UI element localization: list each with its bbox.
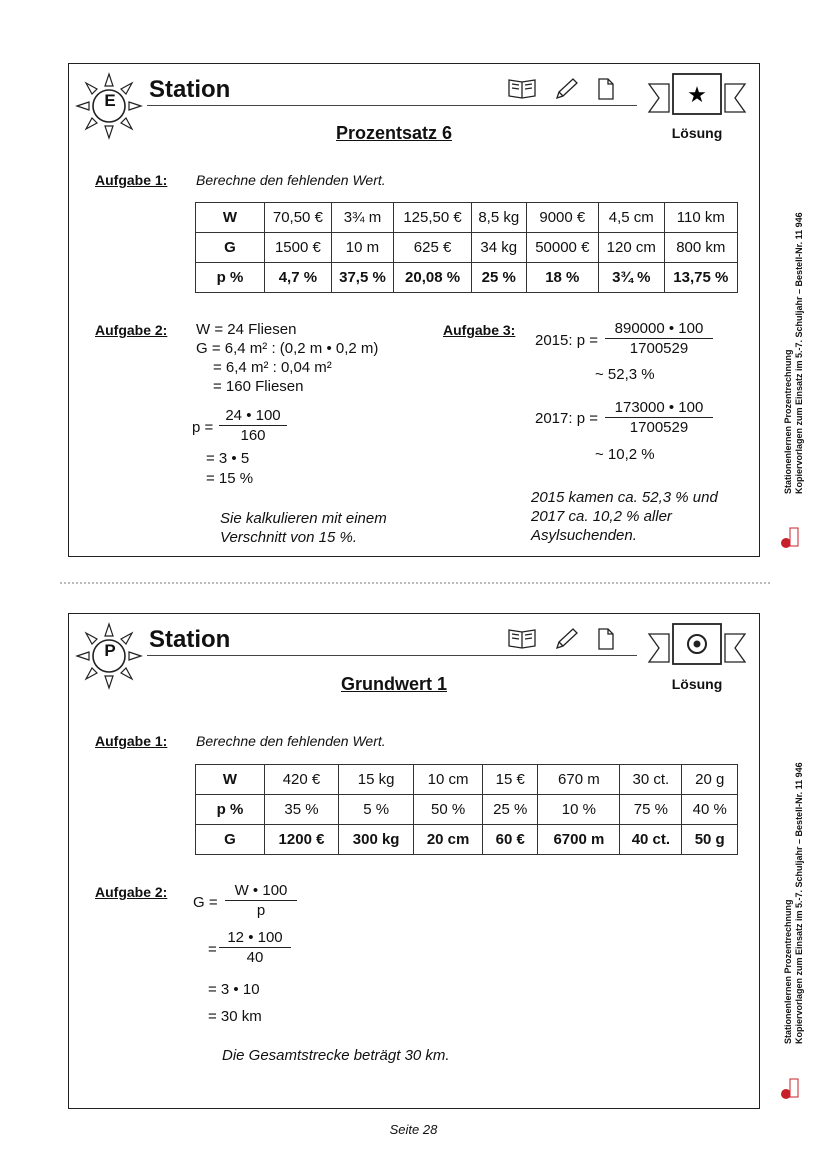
toolbar-icons [507, 626, 627, 652]
aufgabe1-table [195, 764, 738, 855]
a3-2017-fraction: $\frac{173000 • 100}{1700529}$ [605, 399, 713, 436]
ribbon-banner [647, 620, 747, 670]
a2-line: G = 6,4 m² : (0,2 m • 0,2 m) [196, 340, 379, 357]
ribbon-banner [647, 70, 747, 120]
book-icon [509, 630, 535, 648]
a2-result: = 3 • 10 [208, 981, 260, 998]
loesung-label: Lösung [671, 676, 723, 692]
table-row: W 420 € 15 kg 10 cm 15 € 670 m 30 ct. 20 g [196, 765, 738, 795]
card-title: Grundwert 1 [340, 674, 447, 694]
a2-fraction: $\frac{24 • 100}{160}$ [219, 407, 287, 444]
table-row: p % 35 % 5 % 50 % 25 % 10 % 75 % 40 % [196, 795, 738, 825]
a3-2017-label: 2017: p = [535, 410, 598, 427]
a3-answer: 2015 kamen ca. 52,3 % und 2017 ca. 10,2 % aller Asylsuchenden. [531, 489, 718, 544]
aufgabe1-label: Aufgabe 1: [95, 733, 168, 749]
a2-answer: Sie kalkulieren mit einem Verschnitt von 15 %. [220, 510, 387, 546]
sidebar-text-top: Stationenlernen Prozentrechnung Kopiervorlagen zum Einsatz im 5.-7. Schuljahr – Bestell-Nr. 11 946 [783, 212, 804, 494]
station-card-prozentsatz [68, 63, 760, 557]
page-number: Seite 28 [389, 1122, 438, 1137]
a2-line: = 160 Fliesen [213, 378, 304, 395]
table-row: G 1200 € 300 kg 20 cm 60 € 6700 m 40 ct. 50 g [196, 825, 738, 855]
table-row: W 70,50 € 3¾ m 125,50 € 8,5 kg 9000 € 4,5 cm 110 km [196, 203, 738, 233]
a2-line: W = 24 Fliesen [196, 321, 297, 338]
aufgabe1-instruction: Berechne den fehlenden Wert. [196, 733, 386, 749]
publisher-logo-icon [780, 526, 800, 550]
aufgabe1-table [195, 202, 738, 293]
a2-p-label: p = [192, 419, 214, 436]
aufgabe1-instruction: Berechne den fehlenden Wert. [196, 172, 386, 188]
a2-g-label: G = [193, 894, 218, 911]
aufgabe2-label: Aufgabe 2: [95, 322, 168, 338]
star-icon: ★ [687, 83, 707, 108]
a3-2015-fraction: $\frac{890000 • 100}{1700529}$ [605, 320, 713, 357]
aufgabe2-label: Aufgabe 2: [95, 884, 168, 900]
toolbar-icons [507, 76, 627, 102]
a2-result: = 3 • 5 [206, 450, 250, 467]
a2-result: = 30 km [208, 1008, 262, 1025]
station-card-grundwert [68, 613, 760, 1109]
a2-fraction-values: $\frac{12 • 100}{40}$ [219, 929, 291, 966]
station-heading: Station [149, 76, 231, 103]
a3-2015-result: ~ 52,3 % [595, 366, 655, 383]
aufgabe1-label: Aufgabe 1: [95, 172, 168, 188]
station-badge-letter: E [104, 91, 116, 110]
a2-equals: = [208, 941, 217, 958]
document-icon [599, 629, 613, 649]
header-rule [147, 105, 637, 106]
book-icon [509, 80, 535, 98]
pencil-icon [557, 79, 577, 98]
pencil-icon [557, 629, 577, 648]
loesung-label: Lösung [671, 125, 723, 141]
table-row: p % 4,7 % 37,5 % 20,08 % 25 % 18 % 3¾ % 13,75 % [196, 263, 738, 293]
a2-line: = 6,4 m² : 0,04 m² [213, 359, 332, 376]
cut-line [60, 582, 770, 584]
station-heading: Station [149, 626, 231, 653]
header-rule [147, 655, 637, 656]
a3-2015-label: 2015: p = [535, 332, 598, 349]
a2-answer: Die Gesamtstrecke beträgt 30 km. [222, 1047, 450, 1064]
a3-2017-result: ~ 10,2 % [595, 446, 655, 463]
station-badge-letter: P [104, 641, 116, 660]
card-title: Prozentsatz 6 [335, 123, 453, 143]
document-icon [599, 79, 613, 99]
table-row: G 1500 € 10 m 625 € 34 kg 50000 € 120 cm 800 km [196, 233, 738, 263]
a2-fraction-formula: $\frac{W • 100}{p}$ [225, 882, 297, 919]
sidebar-text-bottom: Stationenlernen Prozentrechnung Kopiervorlagen zum Einsatz im 5.-7. Schuljahr – Bestell-Nr. 11 946 [783, 762, 804, 1044]
publisher-logo-icon [780, 1077, 800, 1101]
aufgabe3-label: Aufgabe 3: [443, 322, 516, 338]
a2-result: = 15 % [206, 470, 254, 487]
